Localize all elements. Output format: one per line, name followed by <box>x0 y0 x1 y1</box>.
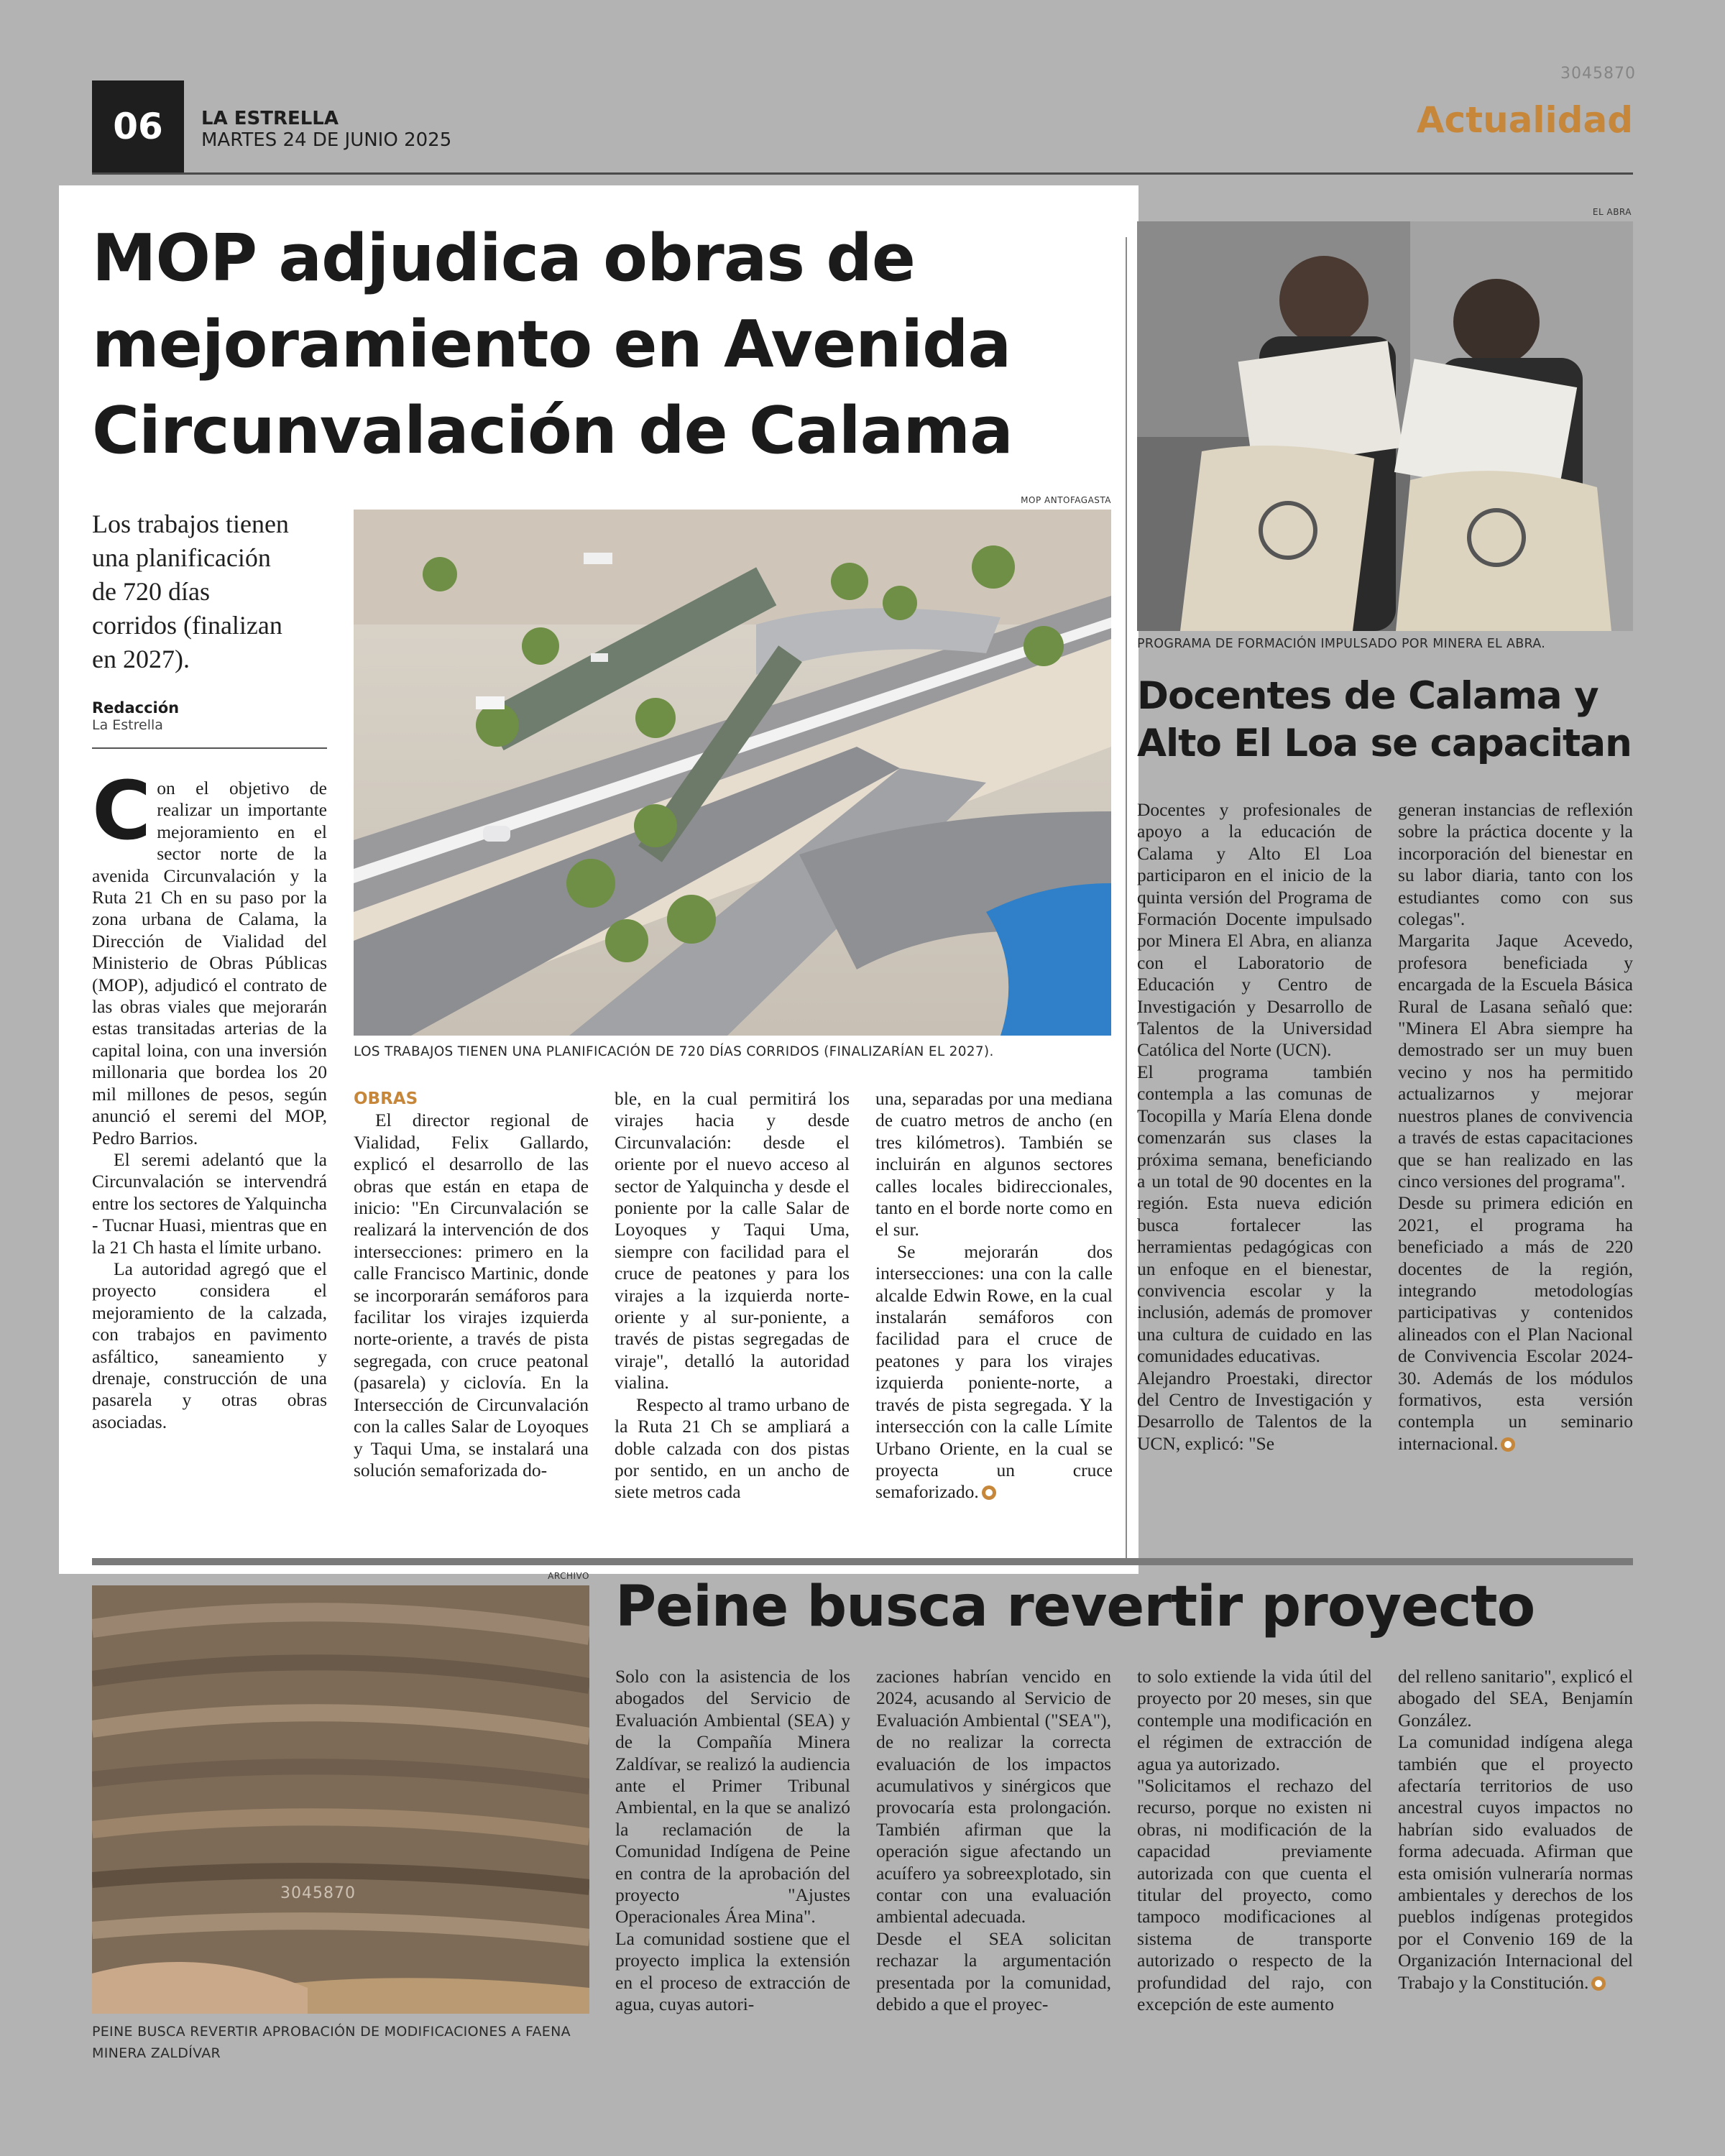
main-col-1 <box>92 765 327 1433</box>
bottom-paragraph: zaciones habrían vencido en 2024, acusando al Servicio de Evaluación Ambiental ("SEA"), de no realizar la correcta evaluación de los impactos acumulativos y sinérgicos que provocaría esta prolongación. También afirman que la operación sigue afectando un acuífero ya sobreexplotado, sin contar con una evaluación ambiental adecuada. <box>876 1666 1111 1927</box>
subhead-obras: OBRAS <box>354 1089 418 1108</box>
side-photo <box>1137 221 1633 631</box>
side-photo-caption: PROGRAMA DE FORMACIÓN IMPULSADO POR MINERA EL ABRA. <box>1137 637 1546 651</box>
main-paragraph: El director regional de Vialidad, Felix Gallardo, explicó el desarrollo de las obras que están en etapa de inicio: "En Circunvalación se realizará la intervención de dos intersecciones: primero en la calle Francisco Martinic, donde se incorporarán semáforos para facilitar los virajes izquierda norte-oriente, a través de pista segregada, con cruce peatonal (pasarela) y ciclovía. En la Intersección de Circunvalación con la calles Salar de Loyoques y Taqui Uma, se instalará una solución semaforizada do- <box>354 1110 589 1480</box>
side-headline <box>1137 673 1633 768</box>
deck <box>92 507 336 676</box>
section-title: Actualidad <box>1416 99 1633 141</box>
bottom-paragraph: del relleno sanitario", explicó el abogado del SEA, Benjamín González. <box>1398 1666 1633 1731</box>
end-mark-icon <box>1501 1437 1515 1452</box>
main-photo-caption: LOS TRABAJOS TIENEN UNA PLANIFICACIÓN DE 720 DÍAS CORRIDOS (FINALIZARÍAN EL 2027). <box>354 1044 994 1059</box>
bottom-paragraph: Solo con la asistencia de los abogados del Servicio de Evaluación Ambiental (SEA) y de la Compañía Minera Zaldívar, se realizó la audiencia ante el Primer Tribunal Ambiental, en la que se analizó la reclamación de la Comunidad Indígena de Peine en contra de la aprobación del proyecto "Ajustes Operacionales Área Mina". <box>615 1666 850 1927</box>
side-photo-credit: EL ABRA <box>1592 207 1632 217</box>
main-paragraph: on el objetivo de realizar un importante mejoramiento en el sector norte de la avenida Circunvalación y la Ruta 21 Ch en su paso por la zona urbana de Calama, la Dirección de Vialidad del Ministerio de Obras Públicas (MOP), adjudicó el contrato de las obras viales que mejorarán estas transitadas arterias de la capital loina, con una inversión millonaria que bordea los 20 mil millones de pesos, según anunció el seremi del MOP, Pedro Barrios. <box>92 778 327 1148</box>
main-paragraph: ble, en la cual permitirá los virajes hacia y desde Circunvalación: desde el oriente por el nuevo acceso al sector de Yalquincha y desde el poniente por la calle Salar de Loyoques y Taqui Uma, siempre con facilidad para el cruce de peatones y para los virajes a la izquierda norte-oriente y al sur-poniente, a través de pistas segregadas de viraje", detalló la autoridad vialina. <box>615 1088 850 1393</box>
page-number: 06 <box>92 80 184 172</box>
side-paragraph: Desde su primera edición en 2021, el programa ha beneficiado a más de 220 docentes de la región, integrando metodologías participativas y contenidos alineados con el Plan Nacional de Convivencia Escolar 2024-30. Además de los módulos formativos, esta versión contempla un seminario internacional. <box>1398 1192 1633 1454</box>
bottom-photo <box>92 1585 589 2014</box>
clip-id: 3045870 <box>1560 65 1636 83</box>
bottom-col-2 <box>876 1666 1111 2016</box>
byline-outlet: La Estrella <box>92 717 163 733</box>
main-photo <box>354 510 1111 1036</box>
deck-line: en 2027). <box>92 645 190 673</box>
main-paragraph: La autoridad agregó que el proyecto considera el mejoramiento de la calzada, con trabajos en pavimento asfáltico, saneamiento y drenaje, construcción de una pasarela y otras obras asociadas. <box>92 1258 327 1432</box>
side-paragraph: Docentes y profesionales de apoyo a la educación de Calama y Alto El Loa participaron en el inicio de la quinta versión del Programa de Formación Docente impulsado por Minera El Abra, en alianza con el Laboratorio de Educación y Centro de Investigación y Desarrollo de Talentos de la Universidad Católica del Norte (UCN). <box>1137 799 1372 1061</box>
deck-line: una planificación <box>92 543 271 572</box>
bottom-paragraph: "Solicitamos el rechazo del recurso, porque no existen ni obras, ni modificación de la capacidad previamente autorizada con que cuenta el titular del proyecto, como tampoco modificaciones al sistema de transporte autorizado o respecto de la profundidad del rajo, con excepción de este aumento <box>1137 1775 1372 2015</box>
main-headline-line: mejoramiento en Avenida <box>92 307 1011 382</box>
main-paragraph: Se mejorarán dos intersecciones: una con la calle alcalde Edwin Rowe, en la cual instalarán semáforos con facilidad para el cruce de peatones y para los virajes izquierda poniente-norte, a través de pista segregada. Y la intersección con la calle Límite Urbano Oriente, en la cual se proyecta un cruce semaforizado. <box>875 1240 1113 1503</box>
end-mark-icon <box>1591 1976 1606 1991</box>
masthead <box>201 108 451 151</box>
bottom-photo-credit: ARCHIVO <box>548 1571 589 1581</box>
column-divider <box>1126 237 1127 1558</box>
byline-name: Redacción <box>92 699 180 717</box>
section-rule <box>92 1558 1633 1565</box>
bottom-photo-caption-line: MINERA ZALDÍVAR <box>92 2045 221 2061</box>
bottom-col-4 <box>1398 1666 1633 1994</box>
newspaper-name: LA ESTRELLA <box>201 108 339 129</box>
bottom-photo-caption <box>92 2021 595 2064</box>
byline <box>92 699 329 733</box>
deck-line: Los trabajos tienen <box>92 510 289 538</box>
side-paragraph: generan instancias de reflexión sobre la práctica docente y la incorporación del bienestar en su labor diaria, tanto con los estudiantes como con sus colegas". <box>1398 799 1633 930</box>
main-headline-line: Circunvalación de Calama <box>92 393 1013 469</box>
side-col-2 <box>1398 799 1633 1455</box>
main-col-4 <box>875 1088 1113 1503</box>
side-paragraph: Alejandro Proestaki, director del Centro de Investigación y Desarrollo de Talentos de la UCN, explicó: "Se <box>1137 1367 1372 1454</box>
end-mark-icon <box>982 1485 996 1500</box>
main-headline <box>92 216 1127 474</box>
bottom-headline: Peine busca revertir proyecto <box>615 1575 1535 1639</box>
bottom-paragraph: to solo extiende la vida útil del proyecto por 20 meses, sin que contemple una modificación en el régimen de extracción de agua ya autorizado. <box>1137 1666 1372 1774</box>
byline-rule <box>92 747 327 749</box>
open-pit-mine-image <box>92 1585 589 2014</box>
bottom-paragraph: La comunidad sostiene que el proyecto implica la extensión en el proceso de extracción de agua, cuyas autori- <box>615 1927 850 2015</box>
deck-line: corridos (finalizan <box>92 611 282 640</box>
bottom-paragraph: Desde el SEA solicitan rechazar la argumentación presentada por la comunidad, debido a que el proyec- <box>876 1927 1111 2015</box>
header-rule <box>92 172 1633 175</box>
main-headline-line: MOP adjudica obras de <box>92 221 915 296</box>
main-paragraph: Respecto al tramo urbano de la Ruta 21 Ch se ampliará a doble calzada con dos pistas por sentido, en un ancho de siete metros cada <box>615 1393 850 1503</box>
side-col-1 <box>1137 799 1372 1455</box>
main-paragraph: una, separadas por una mediana de cuatro metros de ancho (en tres kilómetros). También se incluirán en algunos sectores calles locales bidireccionales, tanto en el borde norte como en el sur. <box>875 1088 1113 1240</box>
bottom-col-1 <box>615 1666 850 2016</box>
bottom-photo-caption-line: PEINE BUSCA REVERTIR APROBACIÓN DE MODIFICACIONES A FAENA <box>92 2024 571 2040</box>
dropcap: C <box>92 765 152 858</box>
issue-date: MARTES 24 DE JUNIO 2025 <box>201 129 452 151</box>
photo-watermark: 3045870 <box>280 1884 356 1902</box>
teachers-photo-image <box>1137 221 1633 631</box>
main-col-3 <box>615 1088 850 1503</box>
side-paragraph: El programa también contempla a las comunas de Tocopilla y María Elena donde comenzarán sus clases la próxima semana, beneficiando a un total de 90 docentes en la región. Esta nueva edición busca fortalecer las herramientas pedagógicas con un enfoque en el bienestar, convivencia escolar y la inclusión, además de promover una cultura de cuidado en las comunidades educativas. <box>1137 1061 1372 1367</box>
side-headline-line: Docentes de Calama y <box>1137 674 1598 718</box>
deck-line: de 720 días <box>92 577 210 606</box>
side-headline-line: Alto El Loa se capacitan <box>1137 722 1632 765</box>
main-photo-credit: MOP ANTOFAGASTA <box>1021 495 1111 505</box>
highway-rendering-image <box>354 510 1111 1036</box>
side-paragraph: Margarita Jaque Acevedo, profesora beneficiada y encargada de la Escuela Básica Rural de Lasana señaló que: "Minera El Abra siempre ha demostrado ser un muy buen vecino y nos ha permitido actualizarnos y mejorar nuestros planes de convivencia a través de estas capacitaciones que se han realizado en las cinco versiones del programa". <box>1398 930 1633 1192</box>
bottom-col-3 <box>1137 1666 1372 2016</box>
bottom-paragraph: La comunidad indígena alega también que el proyecto afectaría territorios de uso ancestral cuyos impactos no habrían sido evaluados de forma adecuada. Afirman que esta omisión vulneraría normas ambientales y derechos de los pueblos indígenas protegidos por el Convenio 169 de la Organización Internacional del Trabajo y la Constitución. <box>1398 1731 1633 1993</box>
main-paragraph: El seremi adelantó que la Circunvalación se intervendrá entre los sectores de Yalquincha - Tucnar Huasi, mientras que en la 21 Ch hasta el límite urbano. <box>92 1148 327 1258</box>
main-col-2 <box>354 1088 589 1481</box>
